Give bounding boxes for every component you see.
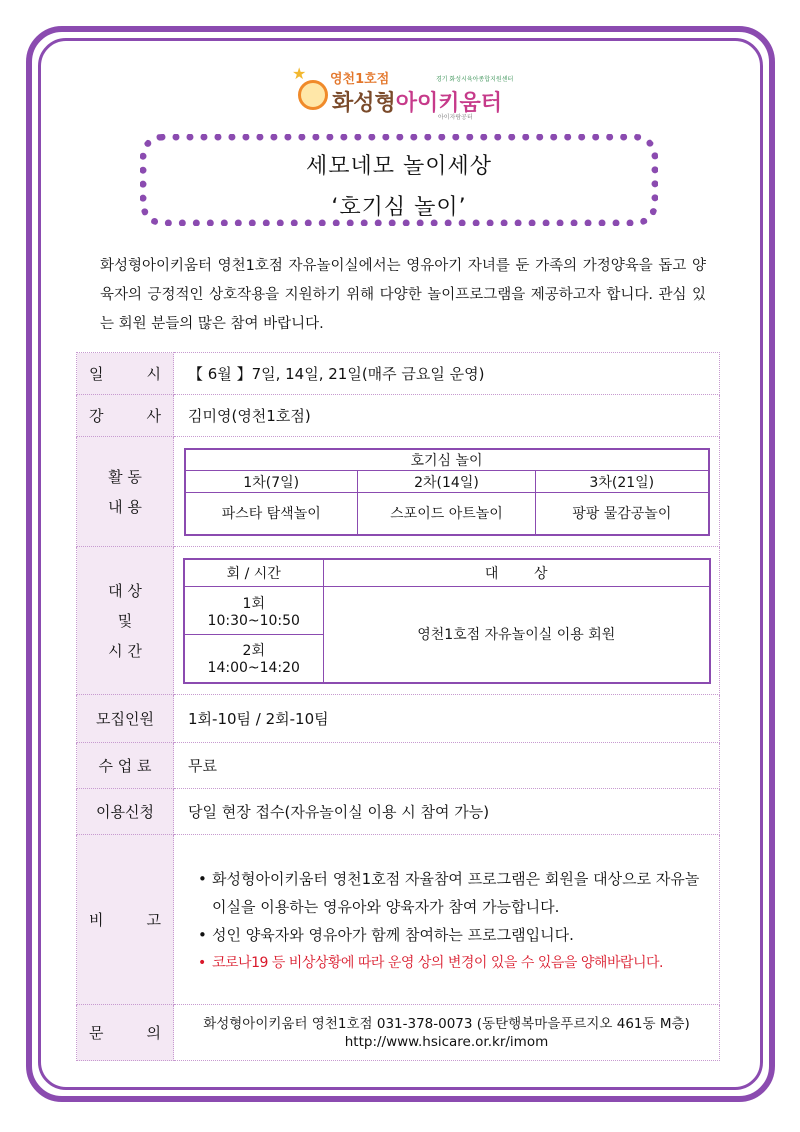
activity-col-2: 2차(14일) <box>357 471 535 493</box>
activity-item-3: 팡팡 물감공놀이 <box>536 493 709 535</box>
session-2-no: 2회 <box>242 643 265 660</box>
label-activity-2: 내 용 <box>108 497 142 516</box>
logo-branch: 영천1호점 <box>330 72 390 87</box>
row-date <box>77 353 720 395</box>
activity-header: 호기심 놀이 <box>185 449 709 471</box>
activity-col-1: 1차(7일) <box>185 471 358 493</box>
logo-name <box>332 86 502 117</box>
value-apply: 당일 현장 접수(자유놀이실 이용 시 참여 가능) <box>174 789 720 835</box>
label-activity <box>77 437 174 547</box>
title-main: 세모네모 놀이세상 <box>305 154 492 179</box>
label-apply: 이용신청 <box>77 789 174 835</box>
star-icon: ★ <box>292 64 307 83</box>
session-2 <box>184 635 324 683</box>
notes-list <box>174 857 719 983</box>
schedule-target: 영천1호점 자유놀이실 이용 회원 <box>324 587 710 683</box>
label-date-a: 일 <box>89 365 104 383</box>
label-notes-a: 비 <box>89 911 104 929</box>
label-schedule-2: 및 <box>117 611 133 630</box>
row-contact <box>77 1005 720 1061</box>
row-capacity <box>77 695 720 743</box>
title-sub: ‘호기심 놀이’ <box>331 195 467 220</box>
row-instructor <box>77 395 720 437</box>
row-activity <box>77 437 720 547</box>
value-instructor: 김미영(영천1호점) <box>174 395 720 437</box>
title-box <box>140 134 658 226</box>
label-instructor-b: 사 <box>146 407 161 425</box>
activity-cell <box>174 437 720 547</box>
activity-table <box>184 448 710 536</box>
value-capacity: 1회-10팀 / 2회-10팀 <box>174 695 720 743</box>
contact-info: 화성형아이키움터 영천1호점 031-378-0073 (동탄행복마을푸르지오 461동 M층) <box>203 1015 690 1032</box>
row-apply <box>77 789 720 835</box>
info-table <box>76 352 720 1061</box>
note-warning: • 코로나19 등 비상상황에 따라 운영 상의 변경이 있을 수 있음을 양해바랍니다. <box>198 949 705 977</box>
contact-url[interactable]: http://www.hsicare.or.kr/imom <box>344 1033 549 1050</box>
schedule-col-target: 대 상 <box>324 559 710 587</box>
schedule-col-session: 회 / 시간 <box>184 559 324 587</box>
logo <box>292 64 526 130</box>
label-contact-b: 의 <box>146 1024 161 1042</box>
schedule-table <box>183 558 711 684</box>
label-schedule-1: 대 상 <box>108 581 142 600</box>
logo-name-right: 아이키움터 <box>395 91 503 116</box>
label-activity-1: 활 동 <box>108 467 142 486</box>
label-fee: 수 업 료 <box>77 743 174 789</box>
label-instructor <box>77 395 174 437</box>
intro-text: 화성형아이키움터 영천1호점 자유놀이실에서는 영유아기 자녀를 둔 가족의 가정양육을 돕고 양육자의 긍정적인 상호작용을 지원하기 위해 다양한 놀이프로그램을 제공하고자 합니다. 관심 있는 회원 분들의 많은 참여 바랍니다. <box>100 258 706 332</box>
value-date: 【 6월 】7일, 14일, 21일(매주 금요일 운영) <box>174 353 720 395</box>
label-capacity: 모집인원 <box>77 695 174 743</box>
session-1-no: 1회 <box>242 595 265 612</box>
contact-cell <box>174 1005 720 1061</box>
session-2-time: 14:00~14:20 <box>207 660 300 677</box>
notes-cell <box>174 835 720 1005</box>
row-fee <box>77 743 720 789</box>
row-notes <box>77 835 720 1005</box>
activity-item-2: 스포이드 아트놀이 <box>357 493 535 535</box>
row-schedule <box>77 547 720 695</box>
label-notes <box>77 835 174 1005</box>
label-schedule-3: 시 간 <box>108 641 142 660</box>
activity-item-1: 파스타 탐색놀이 <box>185 493 358 535</box>
child-face-icon <box>298 80 328 110</box>
session-1-time: 10:30~10:50 <box>207 612 300 629</box>
label-notes-b: 고 <box>146 911 161 929</box>
logo-name-left: 화성형 <box>332 91 396 116</box>
value-fee: 무료 <box>174 743 720 789</box>
logo-tagline: 경기 화성시육아종합지원센터 <box>436 76 514 83</box>
schedule-cell <box>174 547 720 695</box>
label-instructor-a: 강 <box>89 407 104 425</box>
label-schedule <box>77 547 174 695</box>
label-date-b: 시 <box>146 365 161 383</box>
logo-sub: 아이자람공터 <box>438 114 473 121</box>
session-1 <box>184 587 324 635</box>
note-item: • 화성형아이키움터 영천1호점 자율참여 프로그램은 회원을 대상으로 자유놀이실을 이용하는 영유아와 양육자가 참여 가능합니다. <box>198 865 705 921</box>
label-contact <box>77 1005 174 1061</box>
activity-col-3: 3차(21일) <box>536 471 709 493</box>
label-date <box>77 353 174 395</box>
label-contact-a: 문 <box>89 1024 104 1042</box>
note-item: • 성인 양육자와 영유아가 함께 참여하는 프로그램입니다. <box>198 921 705 949</box>
